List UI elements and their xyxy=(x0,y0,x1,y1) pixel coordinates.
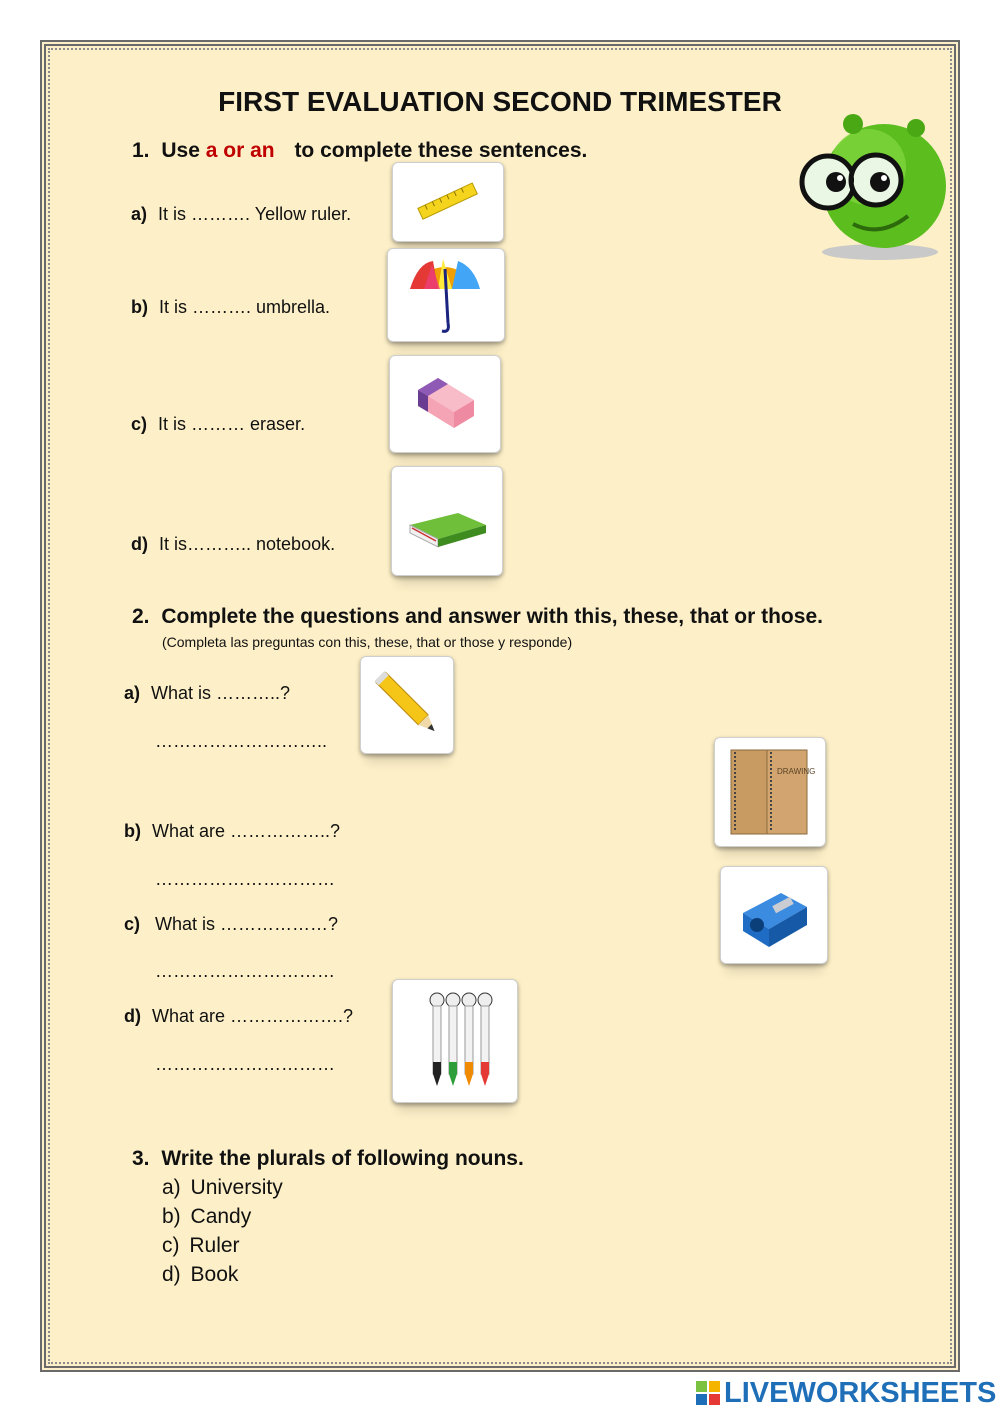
s3-item-label: c) xyxy=(162,1234,180,1257)
s2-item-b-answer[interactable]: ………………………… xyxy=(155,869,335,889)
s3-item-label: a) xyxy=(162,1176,181,1199)
drawing-books-card xyxy=(714,737,826,847)
s3-item-b xyxy=(162,1205,251,1229)
s1-item-label: a) xyxy=(131,204,148,224)
pencil-icon xyxy=(361,657,453,753)
s2-item-label: a) xyxy=(124,683,141,703)
section1-prefix: Use xyxy=(161,139,200,162)
pencil-card xyxy=(360,656,454,754)
s1-item-text: It is ……… eraser. xyxy=(158,414,306,434)
s3-item-label: d) xyxy=(162,1263,181,1286)
s3-item-c xyxy=(162,1234,240,1258)
s1-item-b xyxy=(131,297,330,318)
s3-item-text: Candy xyxy=(190,1205,252,1228)
s1-item-d xyxy=(131,534,335,555)
liveworksheets-logo[interactable] xyxy=(696,1376,996,1410)
section3-heading-text: Write the plurals of following nouns. xyxy=(161,1147,524,1170)
s2-item-question: What are ……………..? xyxy=(152,821,341,841)
page-title: FIRST EVALUATION SECOND TRIMESTER xyxy=(218,86,782,117)
section1-suffix: to complete these sentences. xyxy=(294,139,588,162)
s2-item-a-answer[interactable]: ……………………….. xyxy=(155,731,328,751)
section2-subheading: (Completa las preguntas con this, these, that or those y responde) xyxy=(162,634,573,650)
s3-item-text: Book xyxy=(190,1263,239,1286)
s1-item-label: c) xyxy=(131,414,148,434)
drawing-books-icon xyxy=(715,738,825,846)
s2-item-label: d) xyxy=(124,1006,141,1026)
sharpener-icon xyxy=(721,867,827,963)
ruler-icon xyxy=(393,163,503,241)
pens-card xyxy=(392,979,518,1103)
s2-item-question: What is ………..? xyxy=(151,683,291,703)
section3-heading xyxy=(132,1147,524,1171)
section3-number: 3. xyxy=(132,1147,150,1170)
s2-item-a-question xyxy=(124,683,290,704)
s2-item-label: b) xyxy=(124,821,141,841)
s2-item-label: c) xyxy=(124,914,141,934)
s1-item-label: d) xyxy=(131,534,148,554)
liveworksheets-brand: LIVEWORKSHEETS xyxy=(724,1376,997,1409)
umbrella-icon xyxy=(388,249,504,341)
section1-number: 1. xyxy=(132,139,150,162)
section2-number: 2. xyxy=(132,605,150,628)
notebook-icon xyxy=(392,467,502,575)
s1-item-label: b) xyxy=(131,297,148,317)
s3-item-text: University xyxy=(190,1176,283,1199)
section1-heading xyxy=(132,139,587,163)
eraser-icon xyxy=(390,356,500,452)
s2-item-d-question xyxy=(124,1006,353,1027)
s3-item-d xyxy=(162,1263,238,1287)
s2-item-d-answer[interactable]: ………………………… xyxy=(155,1054,335,1074)
s3-item-text: Ruler xyxy=(189,1234,240,1257)
s2-item-question: What are ……………….? xyxy=(152,1006,354,1026)
umbrella-card xyxy=(387,248,505,342)
eraser-card xyxy=(389,355,501,453)
s2-item-b-question xyxy=(124,821,340,842)
liveworksheets-logo-icon xyxy=(696,1381,720,1405)
s2-item-c-answer[interactable]: ………………………… xyxy=(155,961,335,981)
s1-item-text: It is……….. notebook. xyxy=(159,534,336,554)
section2-heading xyxy=(132,605,823,629)
s3-item-a xyxy=(162,1176,283,1200)
s2-item-c-question xyxy=(124,914,338,935)
notebook-card xyxy=(391,466,503,576)
s2-item-question: What is ………………? xyxy=(155,914,339,934)
s1-item-c xyxy=(131,414,305,435)
section1-highlight: a or an xyxy=(205,139,275,162)
ruler-card xyxy=(392,162,504,242)
drawing-book-label: DRAWING xyxy=(777,767,816,776)
pens-icon xyxy=(393,980,517,1102)
s1-item-a xyxy=(131,204,351,225)
mascot-glasses-icon xyxy=(798,112,950,262)
s1-item-text: It is ………. Yellow ruler. xyxy=(158,204,352,224)
s3-item-label: b) xyxy=(162,1205,181,1228)
s1-item-text: It is ………. umbrella. xyxy=(159,297,331,317)
section2-heading-text: Complete the questions and answer with this, these, that or those. xyxy=(161,605,823,628)
sharpener-card xyxy=(720,866,828,964)
